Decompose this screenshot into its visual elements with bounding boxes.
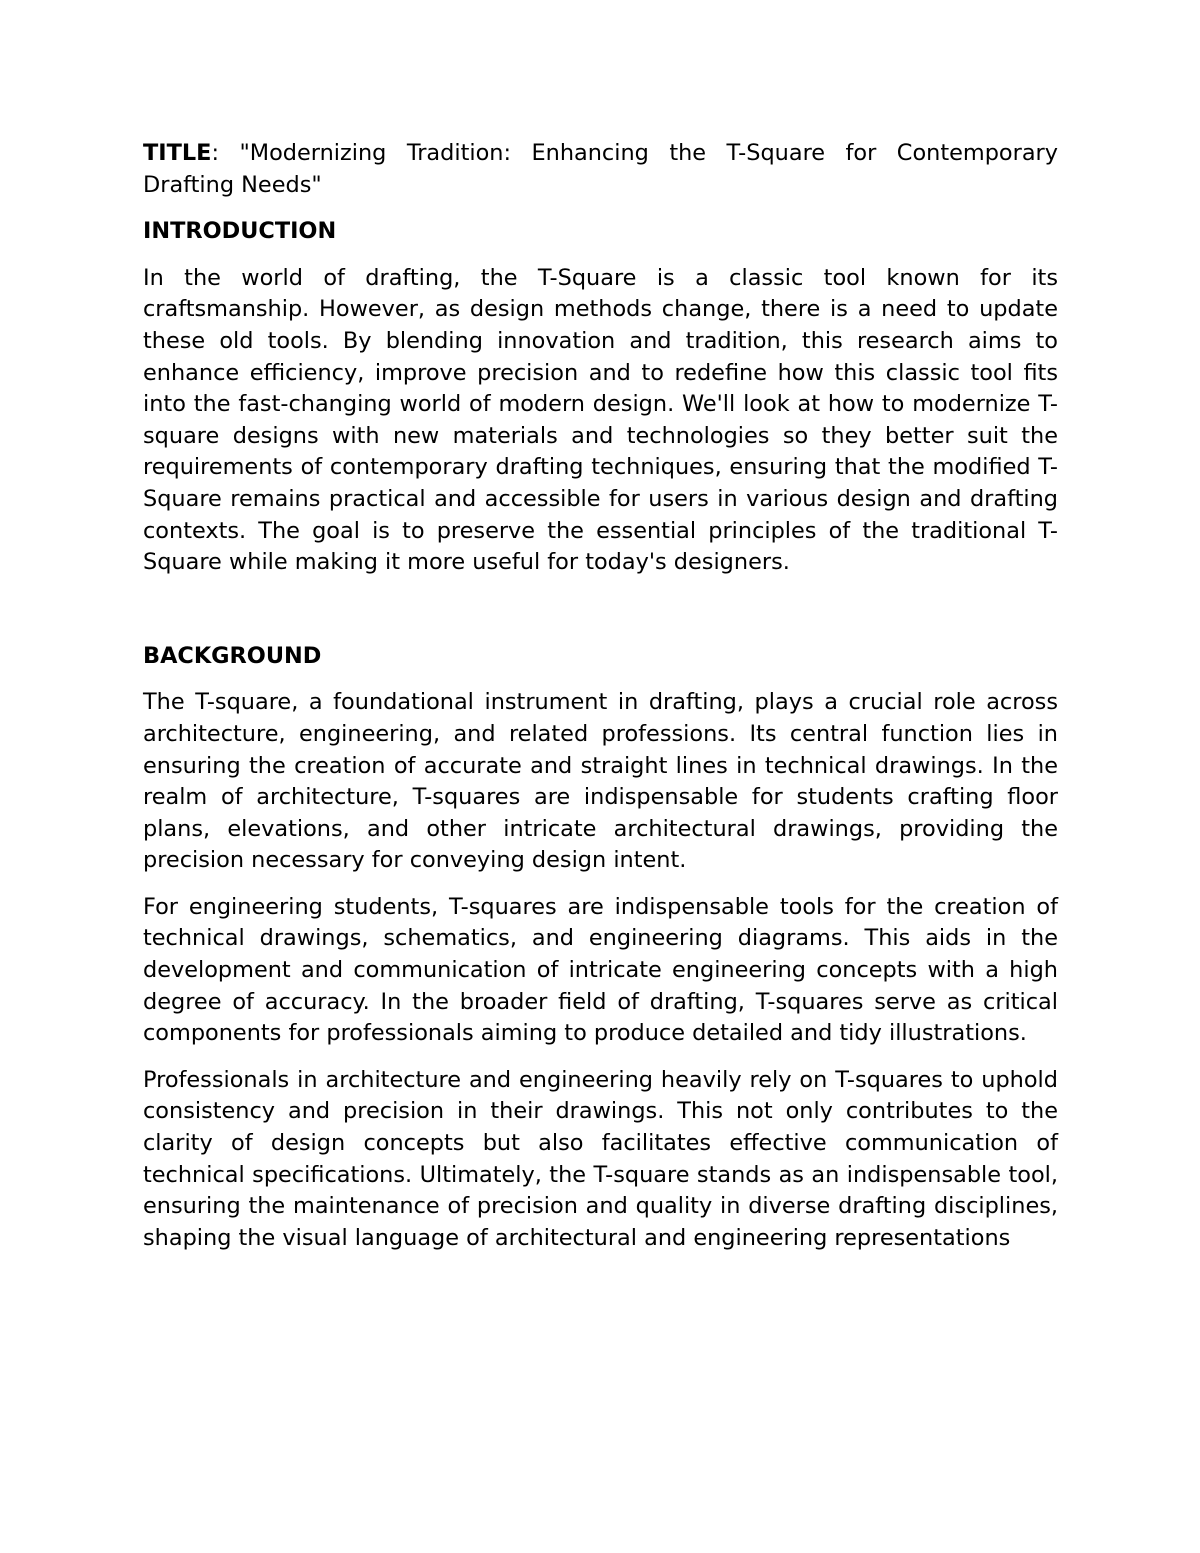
section-spacer (143, 594, 1058, 641)
background-heading: BACKGROUND (143, 642, 322, 669)
document-page (143, 138, 1058, 1269)
background-paragraph-2: For engineering students, T-squares are indispensable tools for the creation of technical drawings, schematics, and engineering diagrams. This aids in the development and communication of intricate engineering concepts with a high degree of accuracy. In the broader field of drafting, T-squares serve as critical components for professionals aiming to produce detailed and tidy illustrations. (143, 893, 1058, 1047)
title-label: TITLE (143, 140, 212, 166)
title-text: : "Modernizing Tradition: Enhancing the T-Square for Contemporary Drafting Needs" (143, 140, 1058, 198)
background-paragraph-3: Professionals in architecture and engineering heavily rely on T-squares to uphold consistency and precision in their drawings. This not only contributes to the clarity of design concepts but also facilitates effective communication of technical specifications. Ultimately, the T-square stands as an indispensable tool, ensuring the maintenance of precision and quality in diverse drafting disciplines, shaping the visual language of architectural and engineering representations (143, 1066, 1058, 1251)
document-title (143, 138, 1058, 201)
background-paragraph-1: The T-square, a foundational instrument in drafting, plays a crucial role across architecture, engineering, and related professions. Its central function lies in ensuring the creation of accurate and straight lines in technical drawings. In the realm of architecture, T-squares are indispensable for students crafting floor plans, elevations, and other intricate architectural drawings, providing the precision necessary for conveying design intent. (143, 689, 1058, 874)
introduction-heading: INTRODUCTION (143, 218, 337, 245)
introduction-paragraph: In the world of drafting, the T-Square is a classic tool known for its craftsmanship. However, as design methods change, there is a need to update these old tools. By blending innovation and tradition, this research aims to enhance efficiency, improve precision and to redefine how this classic tool fits into the fast-changing world of modern design. We'll look at how to modernize T-square designs with new materials and technologies so they better suit the requirements of contemporary drafting techniques, ensuring that the modified T-Square remains practical and accessible for users in various design and drafting contexts. The goal is to preserve the essential principles of the traditional T-Square while making it more useful for today's designers. (143, 264, 1058, 576)
